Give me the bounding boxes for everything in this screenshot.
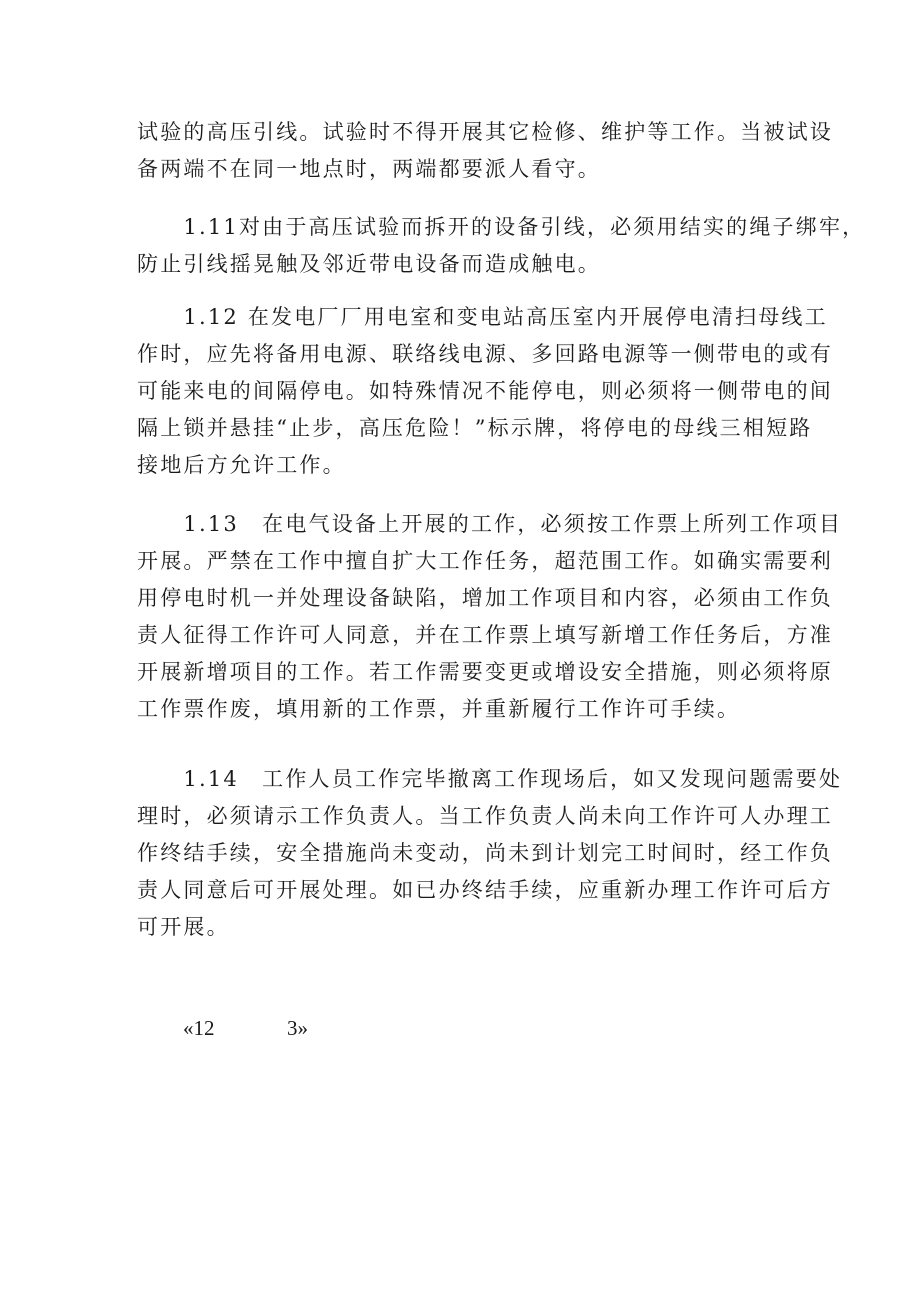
text-line: 责人同意后可开展处理。如已办终结手续，应重新办理工作许可后方 <box>137 878 833 902</box>
text-line: 1.14 工作人员工作完毕撤离工作现场后，如又发现问题需要处 <box>137 767 843 791</box>
paragraph-1-14 <box>137 761 843 946</box>
paragraph-1-11 <box>137 209 866 283</box>
text-line: 理时，必须请示工作负责人。当工作负责人尚未向工作许可人办理工 <box>137 804 833 828</box>
text-line: 1.11对由于高压试验而拆开的设备引线，必须用结实的绳子绑牢， <box>137 215 866 239</box>
paragraph-1-13 <box>137 506 843 728</box>
text-line: 可能来电的间隔停电。如特殊情况不能停电，则必须将一侧带电的间 <box>137 379 833 403</box>
paragraph-continuation <box>137 114 833 188</box>
text-line: 隔上锁并悬挂“止步，高压危险！”标示牌，将停电的母线三相短路 <box>137 416 813 440</box>
text-line: 试验的高压引线。试验时不得开展其它检修、维护等工作。当被试设 <box>137 120 833 144</box>
text-line: 作终结手续，安全措施尚未变动，尚未到计划完工时间时，经工作负 <box>137 841 833 865</box>
text-line: 责人征得工作许可人同意，并在工作票上填写新增工作任务后，方准 <box>137 623 833 647</box>
prev-page-link[interactable]: «12 <box>183 1016 215 1040</box>
text-line: 可开展。 <box>137 915 230 939</box>
text-line: 1.12 在发电厂厂用电室和变电站高压室内开展停电清扫母线工 <box>137 305 828 329</box>
text-line: 防止引线摇晃触及邻近带电设备而造成触电。 <box>137 252 601 276</box>
next-page-link[interactable]: 3» <box>287 1016 308 1040</box>
text-line: 开展新增项目的工作。若工作需要变更或增设安全措施，则必须将原 <box>137 660 833 684</box>
text-line: 开展。严禁在工作中擅自扩大工作任务，超范围工作。如确实需要利 <box>137 549 833 573</box>
text-line: 1.13 在电气设备上开展的工作，必须按工作票上所列工作项目 <box>137 512 843 536</box>
text-line: 备两端不在同一地点时，两端都要派人看守。 <box>137 157 601 181</box>
text-line: 接地后方允许工作。 <box>137 453 346 477</box>
text-line: 用停电时机一并处理设备缺陷，增加工作项目和内容，必须由工作负 <box>137 586 833 610</box>
paragraph-1-12 <box>137 299 833 484</box>
text-line: 作时，应先将备用电源、联络线电源、多回路电源等一侧带电的或有 <box>137 342 833 366</box>
text-line: 工作票作废，填用新的工作票，并重新履行工作许可手续。 <box>137 697 741 721</box>
